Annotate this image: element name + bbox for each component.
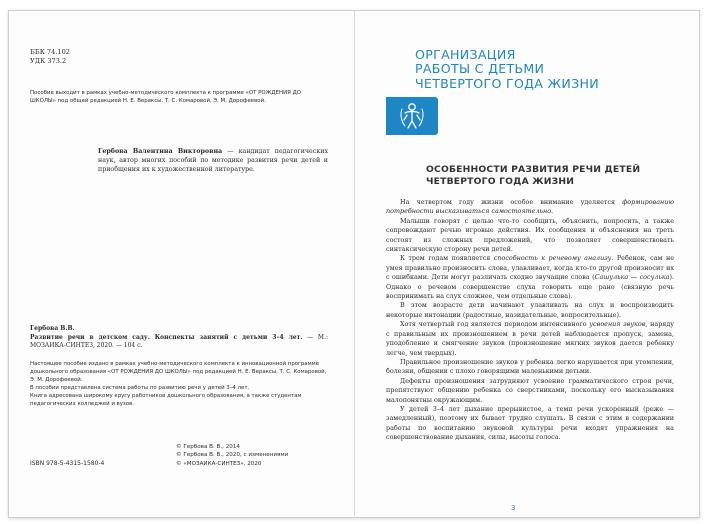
paragraph-4: В этом возрасте дети начинают улавливать на слух и воспроизводить некоторые интонации (радостные, назидательные, вопросительные). (386, 301, 674, 319)
paragraph-6: Правильное произношение звуков у ребенка легко нарушается при утомлении, болезни, общении с плохо говорящими маленькими детьми. (386, 357, 674, 376)
series-note: Пособие выходит в рамках учебно-методического комплекта к программе «ОТ РОЖДЕНИЯ ДО ШКОЛЫ» под общей редакцией Н. Е. Вераксы, Т. С. Комаровой, Э. М. Дорофеевой. (30, 90, 302, 104)
child-silhouette-icon (399, 101, 425, 131)
paragraph-3 (386, 254, 674, 301)
section-heading-line-1: ОСОБЕННОСТИ РАЗВИТИЯ РЕЧИ ДЕТЕЙ (426, 164, 641, 175)
p3-text-rest: Ребенок, сам не умея правильно произносить слова, улавливает, когда кто-то другой произносит их с ошибками. Дети могут различать сходно звучащие слова ( (386, 254, 674, 282)
annotation-line-2: В пособии представлена система работы по развитию речи у детей 3–4 лет. (30, 385, 250, 391)
udk-code: УДК 373.2 (30, 57, 67, 65)
p5-text-rest: наряду с правильным их произношением в речи детей наблюдается пропуск, замена, уподобление и смягчение звуков (произношение мягких звуков дается ребенку легче, чем твердых). (386, 320, 675, 357)
annotation-line-3: Книга адресована широкому кругу работников дошкольного образования, а также студентам педагогических колледжей и вузов. (30, 393, 302, 407)
author-description: — кандидат педагогических наук, автор многих пособий по методике развития речи детей и приобщения их к художественной литературе. (98, 148, 328, 174)
bib-description (30, 334, 328, 351)
isbn: ISBN 978-5-4315-1580-4 (30, 460, 105, 467)
section-heading-line-2: ЧЕТВЕРТОГО ГОДА ЖИЗНИ (426, 175, 575, 187)
author-name: Гербова Валентина Викторовна (98, 148, 223, 155)
page-number: 3 (511, 504, 516, 512)
bbk-code: ББК 74.102 (30, 48, 70, 56)
chapter-title-line-1: ОРГАНИЗАЦИЯ (415, 47, 516, 62)
chapter-title-line-2: РАБОТЫ С ДЕТЬМИ (415, 61, 545, 77)
p3-example: Сашулька — сосулька (594, 273, 670, 282)
paragraph-8: У детей 3–4 лет дыхание прерывистое, а темп речи ускоренный (реже — замедленный), поэтому их бывает трудно слушать. В связи с этим в содержании работы по воспитанию звуковой культуры речи входят упражнения на совершенствование дыхания, силы, высоты голоса. (386, 404, 674, 442)
section-heading (426, 164, 666, 187)
p3-emphasis: способность к речевому анализу. (493, 254, 614, 263)
bib-author: Гербова В.В. (30, 325, 75, 332)
p5-emphasis: усвоения звуков, (589, 320, 648, 329)
author-bio (98, 147, 328, 175)
copyright-1: © Гербова В. В., 2014 (176, 444, 240, 450)
bib-title: Развитие речи в детском саду. Конспекты занятий с детьми 3–4 лет. (30, 333, 303, 341)
bib-publisher: — М.: МОЗАИКА-СИНТЕЗ, 2020. — 104 с. (30, 333, 329, 350)
annotation-line-1: Настоящее пособие издано в рамках учебно-методического комплекта к инновационной программе дошкольного образования «ОТ РОЖДЕНИЯ ДО ШКОЛЫ» под редакцией Н. Е. Вераксы, Т. С. Комаровой, Э. М. Дорофеевой. (30, 361, 327, 383)
copyright-3: © «МОЗАИКА-СИНТЕЗ», 2020 (176, 460, 262, 467)
p3-text-end: ). Однако о речевом совершенстве слуха говорить еще рано (связную речь воспринимать на слух сложнее, чем отдельные слова). (386, 273, 674, 301)
body-text (386, 198, 674, 443)
p1-emphasis: формированию потребности высказываться самостоятельно. (386, 198, 674, 216)
p5-text: Хотя четвертый год является периодом интенсивного (400, 320, 590, 329)
annotation (30, 360, 328, 408)
chapter-title-line-3: ЧЕТВЕРТОГО ГОДА ЖИЗНИ (415, 75, 599, 91)
copyright-2: © Гербова В. В., 2020, с изменениями (176, 452, 289, 459)
paragraph-7: Дефекты произношения затрудняют усвоение грамматического строя речи, препятствуют общению ребенка со сверстниками, поскольку его высказывания малопонятны окружающим. (386, 376, 674, 404)
copyright-block (176, 443, 288, 468)
bibliographic-record (30, 325, 328, 351)
chapter-logo (386, 97, 438, 135)
paragraph-2: Малыши говорят с целью что-то сообщить, объяснить, попросить, а также сопровождают речью игровые действия. Их сообщения и объяснения на треть состоят из сложных предложений, что позволяет совершенствовать синтаксическую сторону речи детей. (386, 216, 674, 254)
p3-text: К трем годам появляется (400, 254, 494, 263)
chapter-title (415, 48, 655, 91)
paragraph-5 (386, 320, 674, 358)
classification-codes (30, 48, 70, 66)
p1-text: На четвертом году жизни особое внимание уделяется (400, 198, 623, 206)
paragraph-1 (386, 198, 674, 217)
book-fold (354, 10, 355, 516)
